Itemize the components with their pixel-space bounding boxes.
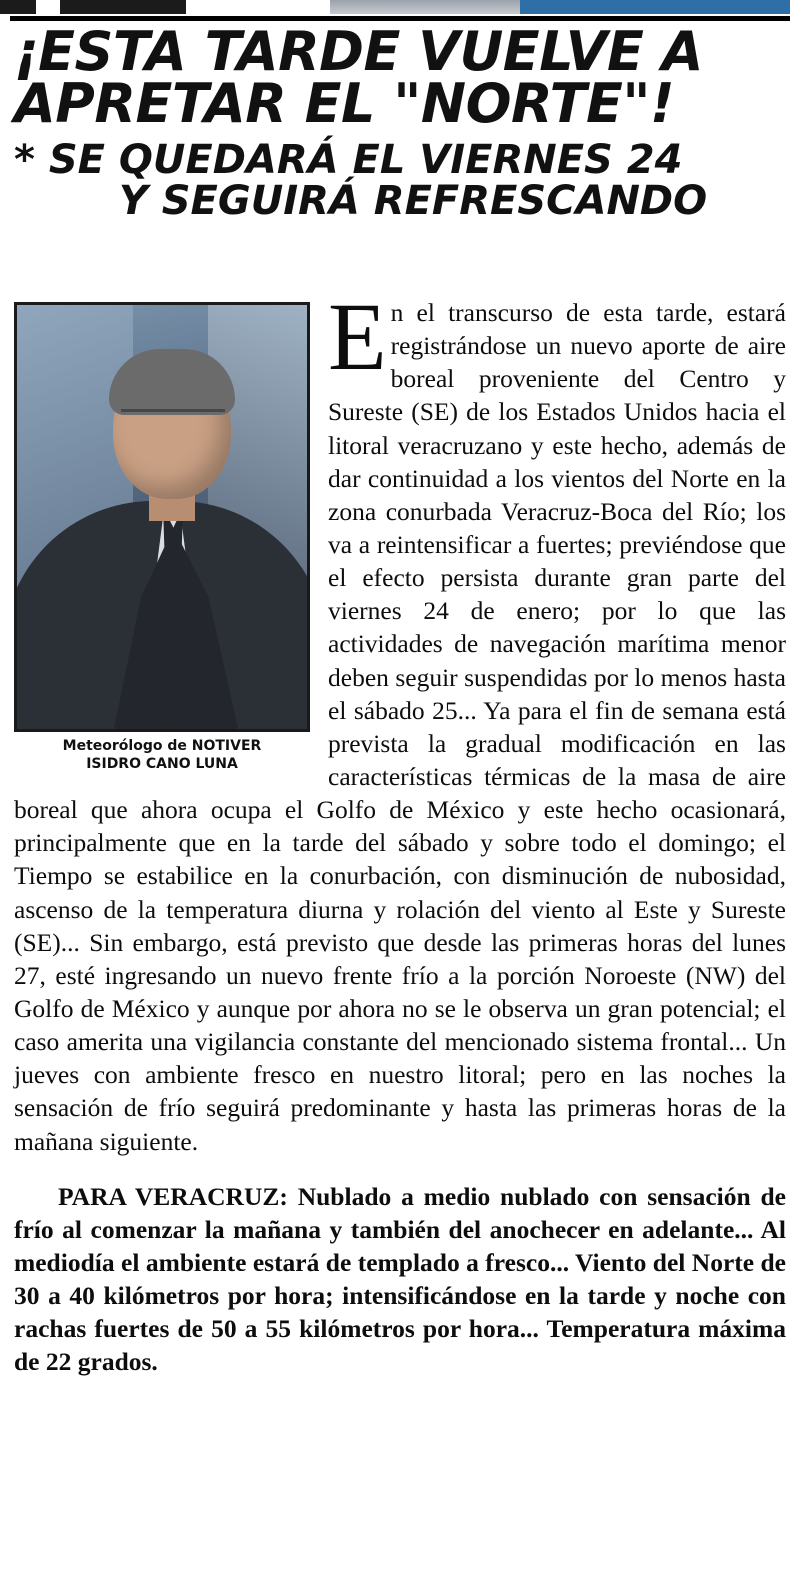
page-title: [14, 20, 786, 135]
subheadline: [14, 136, 786, 224]
photo-caption-line-1: Meteorólogo de NOTIVER: [62, 738, 262, 754]
headline-block: [14, 20, 786, 224]
forecast-label: PARA VERACRUZ:: [58, 1181, 288, 1211]
glasses-icon: [121, 409, 225, 432]
top-strip-block-left: [0, 0, 36, 14]
portrait-photo: [14, 302, 310, 732]
headline-line-1: ¡ESTA TARDE VUELVE A: [14, 20, 703, 83]
article-paragraph-1-text: n el transcurso de esta tarde, estará registrándose un nuevo aporte de aire boreal proveniente del Centro y Sureste (SE) de los Estados Unidos hacia el litoral veracruzano y este hecho, además de dar continuidad a los vientos del Norte en la zona conurbada Veracruz-Boca del Río; los va a reintensificar a fuertes; previéndose que el efecto persista durante gran parte del viernes 24 de enero; por lo que las actividades de navegación marítima menor deben seguir suspendidas por lo menos hasta el sábado 25... Ya para el fin de semana está prevista la gradual modificación en las características térmicas de la masa de aire boreal que ahora ocupa el Golfo de México y este hecho ocasionará, principalmente que en la tarde del sábado y sobre todo el domingo; el Tiempo se estabilice en la conurbación, con disminución de nubosidad, ascenso de la temperatura diurna y rolación del viento al Este y Sureste (SE)... Sin embargo, está previsto que desde las primeras horas del lunes 27, esté ingresando un nuevo frente frío a la porción Noroeste (NW) del Golfo de México y aunque por ahora no se le observa un gran potencial; el caso amerita una vigilancia constante del mencionado sistema frontal... Un jueves con ambiente fresco en nuestro litoral; pero en las noches la sensación de frío seguirá predominante y hasta las primeras horas de la mañana siguiente.: [14, 298, 786, 1156]
forecast-text: Nublado a medio nublado con sensación de frío al comenzar la mañana y también del anochecer en adelante... Al mediodía el ambiente estará de templado a fresco... Viento del Norte de 30 a 40 kilómetros por hora; intensificándose en la tarde y noche con rachas fuertes de 50 a 55 kilómetros por hora... Temperatura máxima de 22 grados.: [14, 1181, 786, 1377]
subheadline-line-2: Y SEGUIRÁ REFRESCANDO: [118, 177, 708, 224]
article-body: [14, 283, 786, 1379]
headline-line-2: APRETAR EL "NORTE"!: [14, 71, 675, 135]
page-top-strip: [0, 0, 800, 14]
photo-figure: [14, 302, 310, 773]
top-strip-blue-bar: [520, 0, 790, 14]
top-strip-image-remnant: [330, 0, 520, 14]
subheadline-line-1: * SE QUEDARÁ EL VIERNES 24: [14, 136, 683, 183]
photo-caption: [14, 738, 310, 773]
top-strip-block-mid: [60, 0, 186, 14]
article-paragraph-forecast: [14, 1180, 786, 1379]
photo-caption-line-2: ISIDRO CANO LUNA: [86, 755, 238, 772]
drop-cap: E: [328, 283, 387, 390]
